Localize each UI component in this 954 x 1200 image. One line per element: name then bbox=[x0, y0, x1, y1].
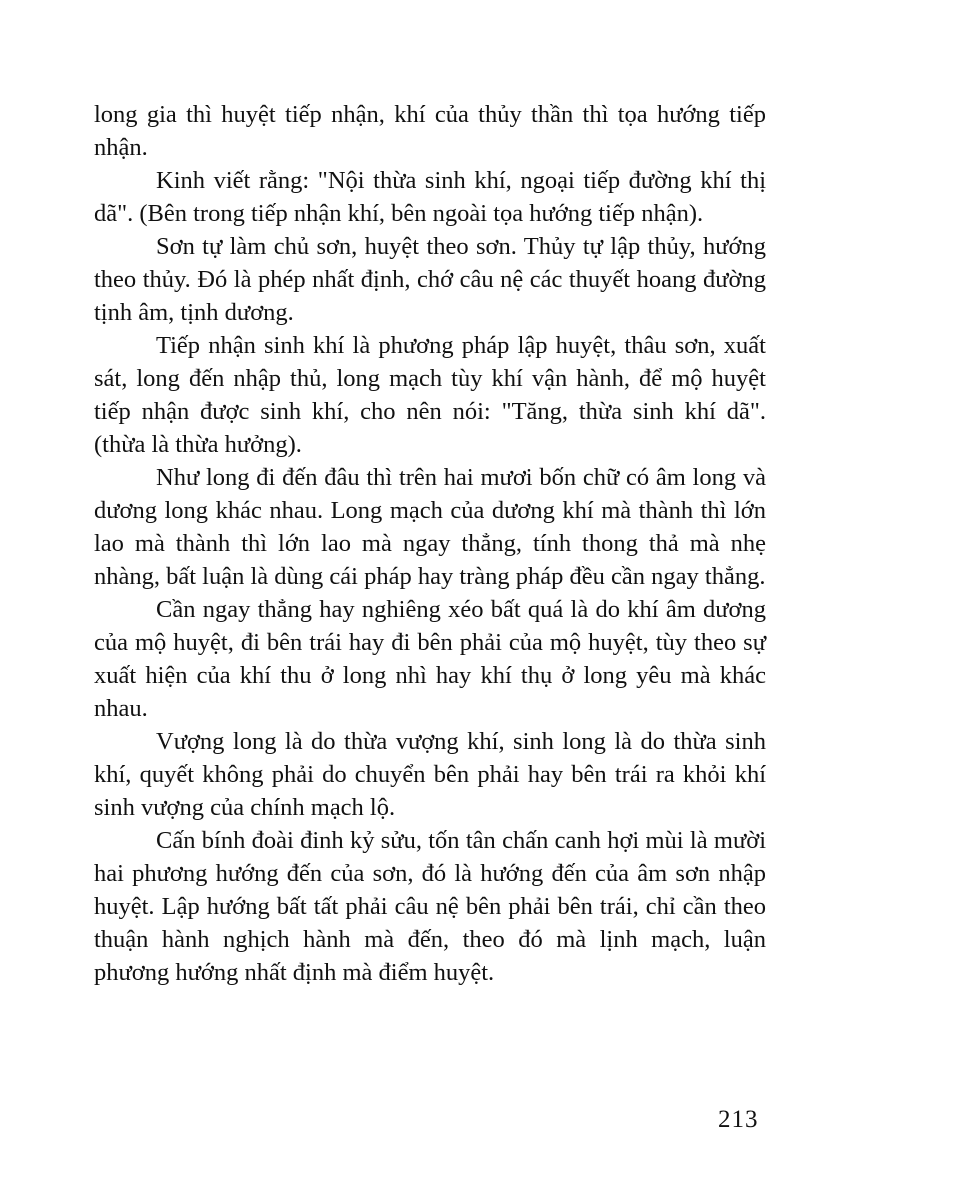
page-number: 213 bbox=[718, 1106, 759, 1133]
paragraph: Như long đi đến đâu thì trên hai mươi bốn chữ có âm long và dương long khác nhau. Long mạch của dương khí mà thành thì lớn lao mà thành thì lớn lao mà ngay thẳng, tính thong thả mà nhẹ nhàng, bất luận là dùng cái pháp hay tràng pháp đều cần ngay thẳng. bbox=[94, 464, 766, 590]
body-text bbox=[94, 98, 766, 989]
paragraph: Vượng long là do thừa vượng khí, sinh long là do thừa sinh khí, quyết không phải do chuyển bên phải hay bên trái ra khỏi khí sinh vượng của chính mạch lộ. bbox=[94, 728, 766, 821]
paragraph: Cấn bính đoài đinh kỷ sửu, tốn tân chấn canh hợi mùi là mười hai phương hướng đến của sơn, đó là hướng đến của âm sơn nhập huyệt. Lập hướng bất tất phải câu nệ bên phải bên trái, chỉ cần theo thuận hành nghịch hành mà đến, theo đó mà lịnh mạch, luận phương hướng nhất định mà điểm huyệt. bbox=[94, 827, 766, 986]
paragraph: Tiếp nhận sinh khí là phương pháp lập huyệt, thâu sơn, xuất sát, long đến nhập thủ, long mạch tùy khí vận hành, để mộ huyệt tiếp nhận được sinh khí, cho nên nói: "Tăng, thừa sinh khí dã". (thừa là thừa hưởng). bbox=[94, 332, 766, 458]
paragraph: Cần ngay thẳng hay nghiêng xéo bất quá là do khí âm dương của mộ huyệt, đi bên trái hay đi bên phải của mộ huyệt, tùy theo sự xuất hiện của khí thu ở long nhì hay khí thụ ở long yêu mà khác nhau. bbox=[94, 596, 766, 722]
paragraph: Sơn tự làm chủ sơn, huyệt theo sơn. Thủy tự lập thủy, hướng theo thủy. Đó là phép nhất định, chớ câu nệ các thuyết hoang đường tịnh âm, tịnh dương. bbox=[94, 233, 766, 326]
paragraph: Kinh viết rằng: "Nội thừa sinh khí, ngoại tiếp đường khí thị dã". (Bên trong tiếp nhận khí, bên ngoài tọa hướng tiếp nhận). bbox=[94, 167, 766, 227]
paragraph: long gia thì huyệt tiếp nhận, khí của thủy thần thì tọa hướng tiếp nhận. bbox=[94, 101, 766, 161]
